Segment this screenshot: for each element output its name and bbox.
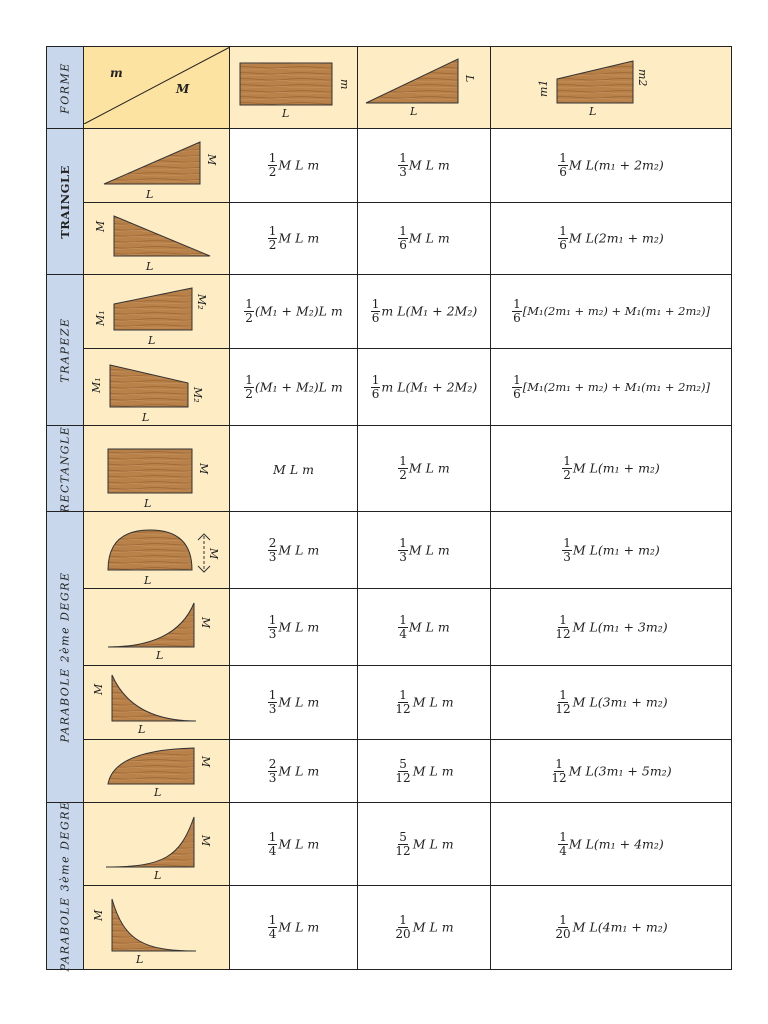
fraction-numerator: 1	[559, 913, 567, 928]
fraction	[371, 374, 381, 400]
fraction	[244, 298, 254, 324]
fraction-denominator: 4	[268, 927, 277, 941]
formula-expression: M L m	[408, 619, 450, 635]
fraction	[244, 374, 254, 400]
header-shape2-side: L	[463, 75, 476, 83]
shape-figure	[84, 203, 230, 274]
fraction-denominator: 4	[399, 626, 407, 641]
fraction	[554, 614, 571, 640]
shape-left-label: M₁	[94, 310, 107, 326]
fraction-denominator: 20	[555, 927, 571, 941]
fraction	[562, 537, 572, 563]
shape-right-label: M₂	[195, 294, 208, 310]
fraction-denominator: 2	[563, 468, 571, 482]
formula-expression: M L m	[278, 920, 320, 935]
formula-cell-c2	[358, 589, 491, 666]
fraction	[398, 152, 408, 178]
header-shape1-side: m	[338, 79, 351, 90]
table-row	[47, 129, 732, 203]
shape-figure	[84, 349, 230, 425]
shape-side-label: M	[199, 756, 212, 768]
shape-side-label: M	[207, 548, 220, 560]
formula-cell-c1	[230, 203, 358, 275]
fraction-numerator: 1	[268, 612, 277, 627]
corner-top-label: m	[110, 66, 123, 80]
fraction-denominator: 3	[399, 549, 407, 564]
header-shape1-bottom: L	[282, 107, 290, 120]
formula-cell-c2	[358, 740, 491, 803]
fraction	[398, 455, 408, 481]
formula-expression: [M₁(2m₁ + m₂) + M₁(m₁ + 2m₂)]	[522, 304, 710, 319]
fraction-numerator: 1	[513, 372, 521, 387]
fraction-numerator: 1	[559, 151, 567, 166]
rect-shape-icon	[230, 47, 358, 124]
group-cell	[47, 129, 84, 275]
para-up-shape-icon	[108, 603, 194, 647]
header-shape3-right: m2	[636, 69, 649, 87]
group-cell	[47, 512, 84, 803]
tri-up-shape-icon	[104, 142, 200, 184]
fraction-numerator: 1	[268, 224, 277, 239]
shape-cell	[84, 666, 230, 740]
fraction-numerator: 1	[559, 688, 567, 703]
group-cell	[47, 800, 84, 972]
shape-cell	[84, 426, 230, 512]
fraction	[554, 689, 571, 715]
fraction-numerator: 1	[371, 297, 380, 312]
fraction-numerator: 1	[513, 297, 521, 312]
fraction-numerator: 1	[268, 151, 277, 166]
fraction-denominator: 12	[555, 702, 571, 716]
formula-cell-c3	[491, 203, 732, 275]
fraction	[268, 614, 278, 640]
shape-cell	[84, 203, 230, 275]
group-label-forme: FORME	[58, 61, 72, 114]
triangle-shape-icon	[358, 47, 491, 124]
fraction	[554, 914, 571, 940]
group-label: TRAPEZE	[58, 317, 72, 383]
table-row	[47, 426, 732, 512]
formula-expression: M L(3m₁ + 5m₂)	[568, 763, 672, 779]
corner-cell	[84, 47, 230, 129]
table-row	[47, 203, 732, 275]
shape-bottom-label: L	[146, 188, 154, 201]
fraction-numerator: 2	[268, 756, 277, 771]
formula-cell-c1	[230, 740, 358, 803]
fraction	[268, 689, 278, 715]
fraction-numerator: 5	[399, 756, 407, 771]
fraction	[394, 689, 411, 715]
shape-figure	[84, 426, 230, 511]
formula-expression: M L(m₁ + 4m₂)	[568, 836, 664, 852]
formula-expression: M L m	[412, 836, 454, 852]
shape-cell	[84, 740, 230, 803]
fraction	[558, 152, 568, 178]
shape-figure	[84, 129, 230, 202]
fraction-denominator: 2	[268, 165, 277, 179]
formula-cell-c3	[491, 275, 732, 349]
header-row	[47, 47, 732, 129]
shape-bottom-label: L	[144, 574, 152, 587]
shape-bottom-label: L	[154, 786, 162, 799]
formula-cell-c1	[230, 803, 358, 886]
formula-expression: M L m	[408, 158, 450, 173]
formula-expression: M L m	[278, 836, 320, 852]
shape-side-label: M	[199, 617, 212, 629]
formula-expression: M L m	[412, 763, 454, 779]
dome-shape-icon	[108, 530, 192, 570]
shape-figure	[84, 803, 230, 885]
formula-expression: M L(m₁ + 3m₂)	[572, 619, 668, 635]
shape-figure	[84, 666, 230, 739]
shape-cell	[84, 589, 230, 666]
formula-cell-c1	[230, 589, 358, 666]
fraction	[394, 831, 411, 857]
formula-expression: (M₁ + M₂)L m	[254, 304, 343, 319]
formula-expression: m L(M₁ + 2M₂)	[381, 379, 478, 395]
header-shape3-left: m1	[537, 79, 550, 97]
shape-side-label: M	[94, 220, 107, 232]
fraction-denominator: 6	[371, 311, 380, 325]
formula-cell-c2	[358, 803, 491, 886]
table-row	[47, 589, 732, 666]
table-row	[47, 886, 732, 970]
formula-expression: M L m	[408, 542, 450, 558]
fraction-denominator: 12	[551, 770, 567, 785]
formula-expression: M L m	[408, 461, 450, 476]
fraction	[562, 455, 572, 481]
formula-cell-c3	[491, 666, 732, 740]
formula-expression: M L m	[278, 542, 320, 558]
formula-cell-c3	[491, 740, 732, 803]
group-cell-forme	[47, 47, 84, 129]
fraction	[394, 914, 411, 940]
shape-figure	[84, 589, 230, 665]
fraction-denominator: 2	[245, 311, 253, 325]
fraction-numerator: 1	[268, 913, 277, 928]
shape-side-label: M	[92, 909, 105, 921]
fraction-denominator: 6	[559, 165, 567, 179]
fraction	[268, 758, 278, 784]
header-shape-triangle	[358, 47, 491, 129]
shape-cell	[84, 349, 230, 426]
shape-bottom-label: L	[148, 334, 156, 347]
shape-bottom-label: L	[156, 649, 164, 662]
fraction	[512, 374, 522, 400]
table-row	[47, 349, 732, 426]
formula-expression: M L m	[278, 231, 320, 246]
formula-cell-c1	[230, 349, 358, 426]
fraction	[398, 225, 408, 251]
fraction-numerator: 1	[371, 372, 380, 387]
shape-cell	[84, 275, 230, 349]
fraction-denominator: 4	[268, 843, 277, 858]
shape-cell	[84, 803, 230, 886]
header-shape-rect	[230, 47, 358, 129]
formula-expression: M L m	[278, 695, 320, 710]
shape-figure	[84, 275, 230, 348]
shape-cell	[84, 129, 230, 203]
fraction-denominator: 6	[513, 311, 521, 325]
fraction-denominator: 3	[268, 626, 277, 641]
fraction-numerator: 1	[555, 756, 563, 771]
fraction-denominator: 2	[245, 386, 253, 401]
shape-side-label: M	[199, 835, 212, 847]
formula-cell-c2	[358, 426, 491, 512]
trapeze-shape-icon	[491, 47, 732, 124]
formula-expression: [M₁(2m₁ + m₂) + M₁(m₁ + 2m₂)]	[522, 380, 710, 394]
formula-cell-c2	[358, 203, 491, 275]
fraction	[558, 225, 568, 251]
rect-shape-icon	[108, 449, 192, 493]
table-row	[47, 512, 732, 589]
fraction-numerator: 1	[268, 688, 277, 703]
fraction-denominator: 12	[395, 770, 411, 785]
fraction-numerator: 1	[399, 151, 407, 166]
group-label: RECTANGLE	[58, 425, 72, 512]
formula-expression: m L(M₁ + 2M₂)	[381, 304, 478, 319]
fraction-numerator: 1	[563, 454, 571, 469]
formula-expression: M L m	[412, 695, 454, 710]
fraction-denominator: 2	[268, 238, 277, 252]
shape-figure	[84, 886, 230, 969]
fraction-numerator: 1	[563, 535, 571, 550]
shape-bottom-label: L	[146, 260, 154, 273]
fraction	[398, 537, 408, 563]
fraction-denominator: 3	[268, 549, 277, 564]
fraction-denominator: 3	[268, 702, 277, 716]
shape-side-label: M	[92, 683, 105, 695]
formula-expression: M L m	[278, 619, 320, 635]
table-body	[47, 47, 732, 970]
fraction-denominator: 20	[395, 927, 411, 941]
integrals-table	[46, 46, 732, 970]
shape-bottom-label: L	[136, 953, 144, 966]
shape-bottom-label: L	[144, 497, 152, 510]
fraction-denominator: 6	[513, 386, 521, 401]
fraction	[394, 758, 411, 784]
formula-cell-c3	[491, 426, 732, 512]
formula-expression: M L m	[408, 231, 450, 246]
formula-expression: M L(m₁ + 2m₂)	[568, 158, 664, 173]
fraction-denominator: 2	[399, 468, 407, 482]
shape-figure	[84, 740, 230, 802]
formula-expression: M L(m₁ + m₂)	[572, 461, 660, 476]
group-cell	[47, 426, 84, 512]
formula-expression: M L m	[273, 461, 314, 477]
formula-cell-c1	[230, 512, 358, 589]
fraction-numerator: 1	[559, 224, 567, 239]
table-row	[47, 275, 732, 349]
formula-cell-c3	[491, 886, 732, 970]
shape-bottom-label: L	[138, 723, 146, 736]
shape-bottom-label: L	[154, 869, 162, 882]
trap-up-shape-icon	[114, 288, 192, 330]
para-down-shape-icon	[112, 675, 196, 721]
shape-side-label: M	[205, 154, 218, 166]
header-shape3-bottom: L	[589, 105, 597, 118]
corner-diagonal	[84, 47, 230, 124]
fraction-denominator: 3	[268, 770, 277, 785]
fraction-numerator: 1	[559, 829, 567, 844]
fraction	[558, 831, 568, 857]
fraction-denominator: 6	[559, 238, 567, 252]
table-row	[47, 666, 732, 740]
corner-bottom-label: M	[176, 82, 190, 96]
group-label: PARABOLE 3ème DEGRE	[58, 800, 72, 972]
fraction-denominator: 12	[555, 626, 571, 641]
fraction-numerator: 1	[245, 372, 253, 387]
formula-cell-c1	[230, 129, 358, 203]
shape-cell	[84, 512, 230, 589]
fraction-denominator: 6	[371, 386, 380, 401]
fraction-denominator: 3	[563, 549, 571, 564]
formula-cell-c2	[358, 275, 491, 349]
fraction-denominator: 4	[559, 843, 567, 858]
fraction-numerator: 1	[399, 688, 407, 703]
fraction-numerator: 1	[245, 297, 253, 312]
fraction	[268, 225, 278, 251]
fraction	[398, 614, 408, 640]
fraction-numerator: 1	[559, 612, 567, 627]
fraction-numerator: 2	[268, 535, 277, 550]
cubic-up-shape-icon	[106, 817, 194, 867]
formula-cell-c2	[358, 349, 491, 426]
shape-figure	[84, 512, 230, 588]
shape-bottom-label: L	[142, 411, 150, 424]
formula-cell-c2	[358, 512, 491, 589]
shape-side-label: M	[197, 463, 210, 475]
formula-cell-c3	[491, 589, 732, 666]
fraction-denominator: 6	[399, 238, 407, 252]
fraction-denominator: 12	[395, 843, 411, 858]
formula-expression: (M₁ + M₂)L m	[254, 379, 343, 395]
formula-cell-c1	[230, 886, 358, 970]
cubic-down-shape-icon	[112, 899, 196, 951]
fraction-numerator: 1	[399, 612, 407, 627]
fraction-numerator: 1	[399, 454, 407, 469]
formula-expression: M L(m₁ + m₂)	[572, 542, 660, 558]
formula-cell-c3	[491, 349, 732, 426]
fraction-denominator: 3	[399, 165, 407, 179]
formula-cell-c1	[230, 666, 358, 740]
table-row	[47, 740, 732, 803]
formula-expression: M L(2m₁ + m₂)	[568, 231, 664, 246]
fraction	[268, 537, 278, 563]
fraction	[371, 298, 381, 324]
header-shape-trapeze	[491, 47, 732, 129]
fraction-denominator: 12	[395, 702, 411, 716]
formula-cell-c3	[491, 512, 732, 589]
fraction	[268, 914, 278, 940]
group-label: PARABOLE 2ème DEGRE	[58, 571, 72, 743]
shape-right-label: M₂	[191, 387, 204, 403]
shape-left-label: M₁	[90, 377, 103, 393]
fraction-numerator: 1	[399, 913, 407, 928]
fraction-numerator: 5	[399, 829, 407, 844]
formula-cell-c3	[491, 803, 732, 886]
fraction-numerator: 1	[399, 224, 407, 239]
trap-down-shape-icon	[110, 365, 188, 407]
table-row	[47, 803, 732, 886]
fraction	[512, 298, 522, 324]
fraction	[550, 758, 567, 784]
fraction	[268, 831, 278, 857]
formula-expression: M L(4m₁ + m₂)	[572, 920, 668, 935]
group-cell	[47, 275, 84, 426]
group-label: TRAINGLE	[58, 164, 72, 239]
formula-cell-c1	[230, 426, 358, 512]
fraction-numerator: 1	[399, 535, 407, 550]
fraction	[268, 152, 278, 178]
formula-expression: M L m	[278, 763, 320, 779]
formula-expression: M L(3m₁ + m₂)	[572, 695, 668, 710]
para-convex-shape-icon	[108, 748, 194, 784]
formula-cell-c3	[491, 129, 732, 203]
formula-expression: M L m	[412, 920, 454, 935]
formula-cell-c2	[358, 886, 491, 970]
formula-expression: M L m	[278, 158, 320, 173]
tri-down-shape-icon	[114, 216, 210, 256]
header-shape2-bottom: L	[410, 105, 418, 118]
formula-cell-c1	[230, 275, 358, 349]
formula-cell-c2	[358, 129, 491, 203]
shape-cell	[84, 886, 230, 970]
fraction-numerator: 1	[268, 829, 277, 844]
formula-cell-c2	[358, 666, 491, 740]
